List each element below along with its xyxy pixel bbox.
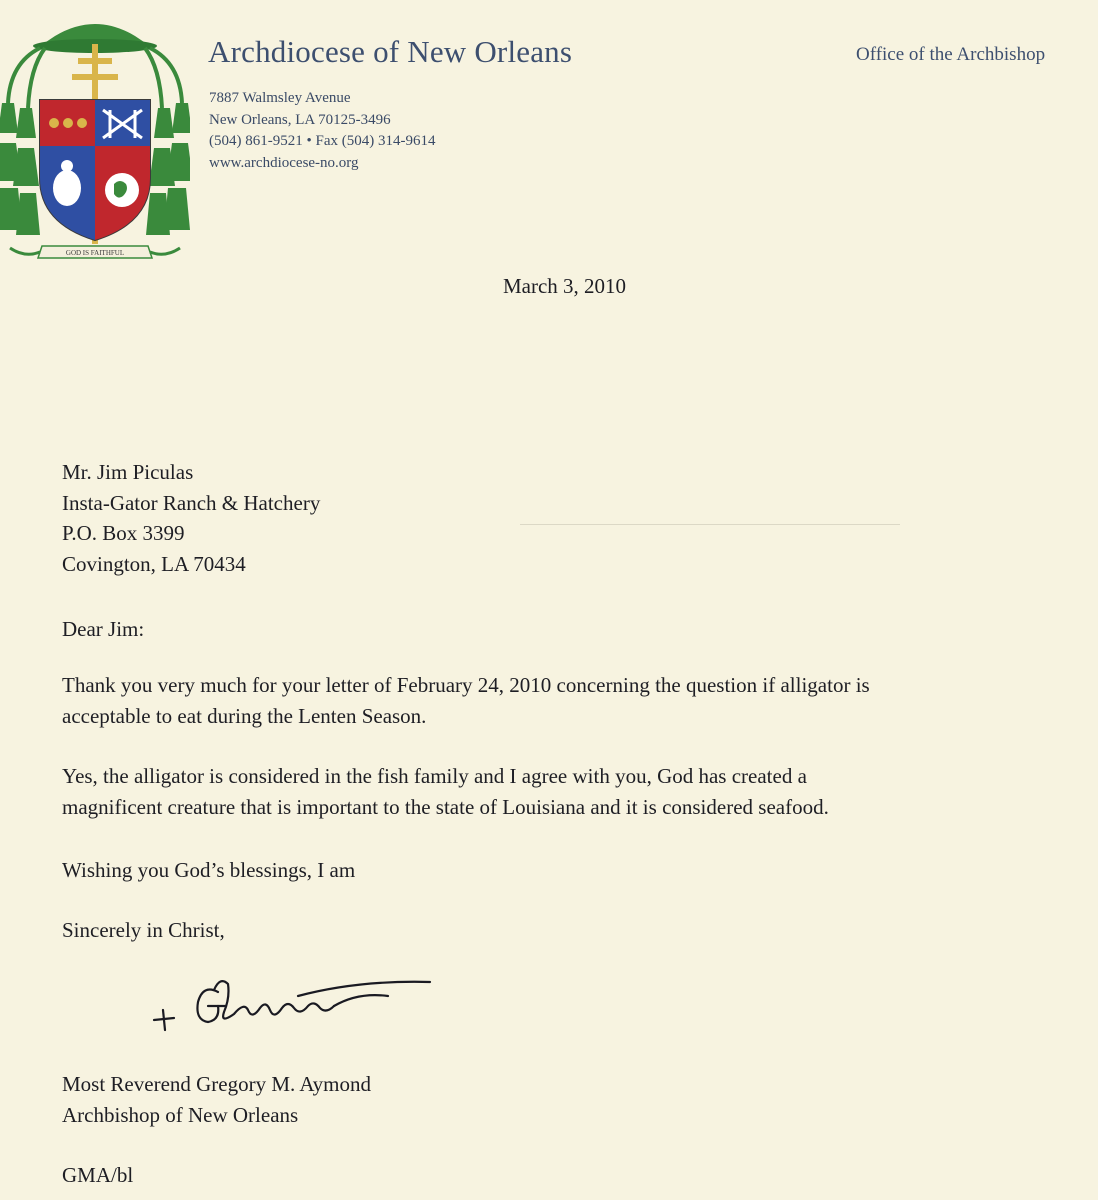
recipient-line: Covington, LA 70434 (62, 551, 246, 576)
recipient-line: Insta-Gator Ranch & Hatchery (62, 490, 321, 515)
organization-name: Archdiocese of New Orleans (208, 34, 573, 69)
body-paragraph (62, 761, 829, 822)
address-line: New Orleans, LA 70125-3496 (209, 111, 391, 128)
office-name: Office of the Archbishop (856, 44, 1046, 65)
crest-motto: GOD IS FAITHFUL (65, 249, 125, 257)
address-line: 7887 Walmsley Avenue (209, 90, 351, 106)
signer-name: Most Reverend Gregory M. Aymond (62, 1072, 371, 1096)
recipient-line: Mr. Jim Piculas (62, 460, 194, 484)
faint-divider (520, 524, 900, 525)
closing: Sincerely in Christ, (62, 918, 225, 942)
phone-fax-line: (504) 861-9521 • Fax (504) 314-9614 (209, 133, 436, 149)
paragraph-line: acceptable to eat during the Lenten Season. (62, 703, 427, 728)
body-paragraph (62, 670, 870, 731)
signer-block (62, 1069, 371, 1130)
paragraph-line: magnificent creature that is important to the state of Louisiana and it is considered seafood. (62, 794, 829, 819)
paragraph-line: Wishing you God’s blessings, I am (62, 858, 356, 882)
handwritten-signature (148, 962, 438, 1042)
recipient-block (62, 457, 320, 579)
salutation: Dear Jim: (62, 617, 145, 641)
archdiocese-coat-of-arms-icon (0, 8, 190, 273)
recipient-line: P.O. Box 3399 (62, 521, 185, 545)
letter-date: March 3, 2010 (503, 274, 627, 298)
paragraph-line: Yes, the alligator is considered in the fish family and I agree with you, God has created a (62, 764, 807, 788)
letterhead-address (209, 88, 435, 174)
paragraph-line: Thank you very much for your letter of February 24, 2010 concerning the question if alligator is (62, 673, 870, 697)
body-paragraph (62, 855, 355, 886)
signer-title: Archbishop of New Orleans (62, 1102, 299, 1127)
website-line: www.archdiocese-no.org (209, 154, 359, 171)
reference-initials: GMA/bl (62, 1163, 134, 1187)
